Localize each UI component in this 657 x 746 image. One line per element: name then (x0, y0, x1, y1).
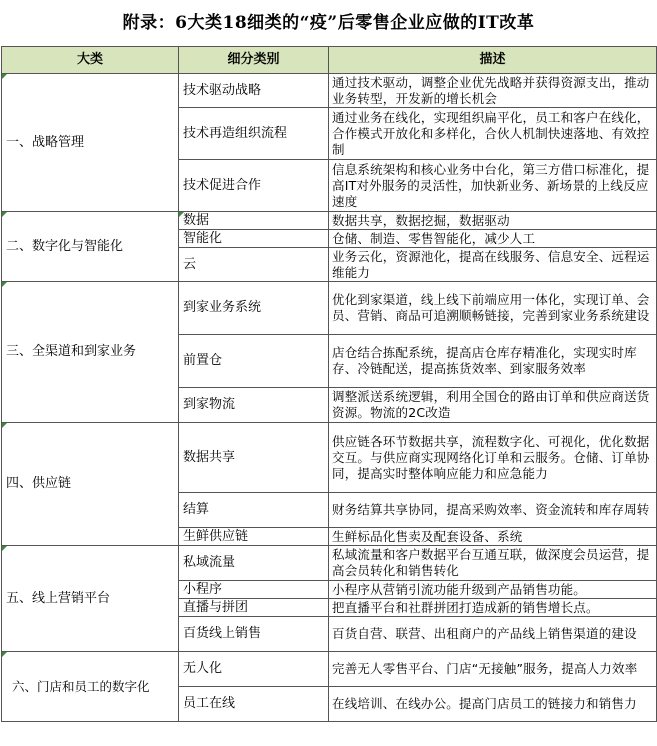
description-cell: 完善无人零售平台、门店“无接触”服务，提高人力效率 (329, 652, 657, 687)
description-cell: 通过技术驱动，调整企业优先战略并获得资源支出，推动业务转型，开发新的增长机会 (329, 74, 657, 108)
table-row (2, 212, 657, 230)
header-category: 大类 (2, 47, 179, 74)
table-row (2, 74, 657, 108)
description-cell: 小程序从营销引流功能升级到产品销售功能。 (329, 581, 657, 599)
table-header-row (2, 47, 657, 74)
description-cell: 店仓结合拣配系统，提高店仓库存精准化，实现实时库存、冷链配送，提高拣货效率、到家服务效率 (329, 335, 657, 388)
description-cell: 财务结算共享协同，提高采购效率、资金流转和库存周转 (329, 493, 657, 528)
description-cell: 把直播平台和社群拼团打造成新的销售增长点。 (329, 599, 657, 617)
description-cell: 百货自营、联营、出租商户的产品线上销售渠道的建设 (329, 617, 657, 652)
table-row (2, 423, 657, 493)
description-cell: 优化到家渠道，线上线下前端应用一体化，实现订单、会员、营销、商品可追溯顺畅链接，完善到家业务系统建设 (329, 282, 657, 335)
description-cell: 生鲜标品化售卖及配套设备、系统 (329, 528, 657, 546)
category-cell: 二、数字化与智能化 (2, 212, 179, 282)
subcategory-cell: 无人化 (179, 652, 329, 687)
description-cell: 在线培训、在线办公。提高门店员工的链接力和销售力 (329, 687, 657, 722)
subcategory-cell: 直播与拼团 (179, 599, 329, 617)
subcategory-cell: 私域流量 (179, 546, 329, 581)
subcategory-cell: 技术促进合作 (179, 160, 329, 212)
subcategory-cell: 数据共享 (179, 423, 329, 493)
subcategory-cell: 技术再造组织流程 (179, 108, 329, 160)
category-cell: 六、门店和员工的数字化 (2, 652, 179, 722)
category-cell: 五、线上营销平台 (2, 546, 179, 652)
category-cell: 三、全渠道和到家业务 (2, 282, 179, 423)
header-description: 描述 (329, 47, 657, 74)
category-cell: 四、供应链 (2, 423, 179, 546)
page-title: 附录：6大类18细类的“疫”后零售企业应做的IT改革 (122, 13, 535, 33)
subcategory-cell: 员工在线 (179, 687, 329, 722)
subcategory-cell: 小程序 (179, 581, 329, 599)
table-row (2, 652, 657, 687)
subcategory-cell: 前置仓 (179, 335, 329, 388)
subcategory-cell: 到家物流 (179, 388, 329, 423)
description-cell: 私域流量和客户数据平台互通互联，做深度会员运营，提高会员转化和销售转化 (329, 546, 657, 581)
description-cell: 调整派送系统逻辑，利用全国仓的路由订单和供应商送货资源。物流的2C改造 (329, 388, 657, 423)
description-cell: 信息系统架构和核心业务中台化，第三方借口标准化，提高IT对外服务的灵活性，加快新业务、新场景的上线反应速度 (329, 160, 657, 212)
description-cell: 仓储、制造、零售智能化，减少人工 (329, 230, 657, 248)
header-subcategory: 细分类别 (179, 47, 329, 74)
description-cell: 业务云化，资源池化，提高在线服务、信息安全、远程运维能力 (329, 248, 657, 282)
subcategory-cell: 云 (179, 248, 329, 282)
category-cell: 一、战略管理 (2, 74, 179, 212)
table-row (2, 546, 657, 581)
subcategory-cell: 结算 (179, 493, 329, 528)
description-cell: 数据共享，数据挖掘，数据驱动 (329, 212, 657, 230)
subcategory-cell: 数据 (179, 212, 329, 230)
subcategory-cell: 到家业务系统 (179, 282, 329, 335)
subcategory-cell: 智能化 (179, 230, 329, 248)
description-cell: 通过业务在线化，实现组织扁平化，员工和客户在线化，合作模式开放化和多样化，合伙人机制快速落地、有效控制 (329, 108, 657, 160)
subcategory-cell: 生鲜供应链 (179, 528, 329, 546)
subcategory-cell: 百货线上销售 (179, 617, 329, 652)
description-cell: 供应链各环节数据共享，流程数字化、可视化，优化数据交互。与供应商实现网络化订单和云服务。仓储、订单协同，提高实时整体响应能力和应急能力 (329, 423, 657, 493)
reform-table (1, 46, 657, 722)
subcategory-cell: 技术驱动战略 (179, 74, 329, 108)
table-row (2, 282, 657, 335)
